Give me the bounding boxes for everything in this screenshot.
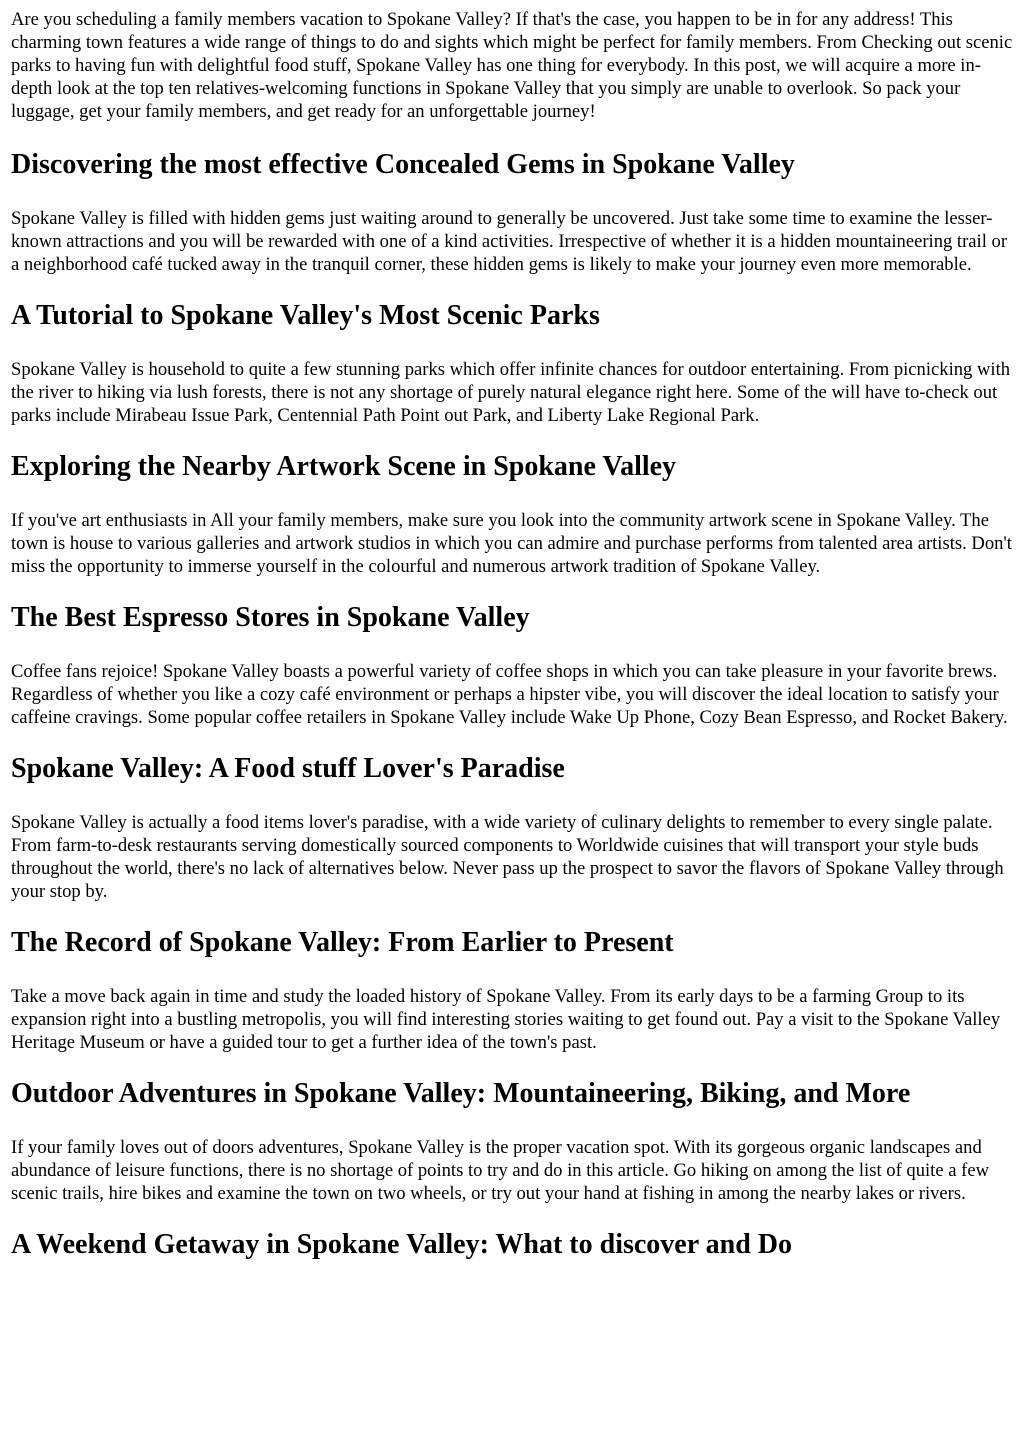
- section-heading-scenic-parks: A Tutorial to Spokane Valley's Most Scenic Parks: [11, 300, 600, 331]
- section-body-food-paradise: Spokane Valley is actually a food items lover's paradise, with a wide variety of culinary delights to remember to every single palate. From farm-to-desk restaurants serving domestically sourced components to Worldwide cuisines that will transport your style buds throughout the world, there's no lack of alternatives below. Never pass up the prospect to savor the flavors of Spokane Valley through your stop by.: [11, 812, 1004, 902]
- section-heading-food-paradise: Spokane Valley: A Food stuff Lover's Paradise: [11, 753, 565, 784]
- section-heading-weekend-getaway: A Weekend Getaway in Spokane Valley: What to discover and Do: [11, 1229, 793, 1260]
- section-body-history: Take a move back again in time and study the loaded history of Spokane Valley. From its early days to be a farming Group to its expansion right into a bustling metropolis, you will find interesting stories waiting to get found out. Pay a visit to the Spokane Valley Heritage Museum or have a guided tour to get a further idea of the town's past.: [11, 986, 1001, 1053]
- section-heading-hidden-gems: Discovering the most effective Concealed Gems in Spokane Valley: [11, 149, 795, 180]
- section-body-scenic-parks: Spokane Valley is household to quite a few stunning parks which offer infinite chances for outdoor entertaining. From picnicking with the river to hiking via lush forests, there is not any shortage of purely natural elegance right here. Some of the will have to-check out parks include Mirabeau Issue Park, Centennial Path Point out Park, and Liberty Lake Regional Park.: [11, 359, 1011, 426]
- section-body-hidden-gems: Spokane Valley is filled with hidden gems just waiting around to generally be uncovered. Just take some time to examine the lesser-known attractions and you will be rewarded with one of a kind activities. Irrespective of whether it is a hidden mountaineering trail or a neighborhood café tucked away in the tranquil corner, these hidden gems is likely to make your journey even more memorable.: [11, 208, 1008, 275]
- intro-paragraph: Are you scheduling a family members vacation to Spokane Valley? If that's the case, you happen to be in for any address! This charming town features a wide range of things to do and sights which might be perfect for family members. From Checking out scenic parks to having fun with delightful food stuff, Spokane Valley has one thing for everybody. In this post, we will acquire a more in-depth look at the top ten relatives-welcoming functions in Spokane Valley that you simply are unable to overlook. So pack your luggage, get your family members, and get ready for an unforgettable journey!: [11, 9, 1013, 122]
- section-body-outdoor-adventures: If your family loves out of doors adventures, Spokane Valley is the proper vacation spot. With its gorgeous organic landscapes and abundance of leisure functions, there is no shortage of points to try and do in this article. Go hiking on among the list of quite a few scenic trails, hire bikes and examine the town on two wheels, or try out your hand at fishing in among the nearby lakes or rivers.: [11, 1137, 990, 1204]
- section-body-art-scene: If you've art enthusiasts in All your family members, make sure you look into the community artwork scene in Spokane Valley. The town is house to various galleries and artwork studios in which you can admire and purchase performs from talented area artists. Don't miss the opportunity to immerse yourself in the colourful and numerous artwork tradition of Spokane Valley.: [11, 510, 1012, 577]
- section-heading-espresso-stores: The Best Espresso Stores in Spokane Valley: [11, 602, 530, 633]
- section-heading-art-scene: Exploring the Nearby Artwork Scene in Spokane Valley: [11, 451, 677, 482]
- section-heading-history: The Record of Spokane Valley: From Earlier to Present: [11, 927, 674, 958]
- section-body-espresso-stores: Coffee fans rejoice! Spokane Valley boasts a powerful variety of coffee shops in which you can take pleasure in your favorite brews. Regardless of whether you like a cozy café environment or perhaps a hipster vibe, you will discover the ideal location to satisfy your caffeine cravings. Some popular coffee retailers in Spokane Valley include Wake Up Phone, Cozy Bean Espresso, and Rocket Bakery.: [11, 661, 1008, 728]
- section-heading-outdoor-adventures: Outdoor Adventures in Spokane Valley: Mountaineering, Biking, and More: [11, 1078, 911, 1109]
